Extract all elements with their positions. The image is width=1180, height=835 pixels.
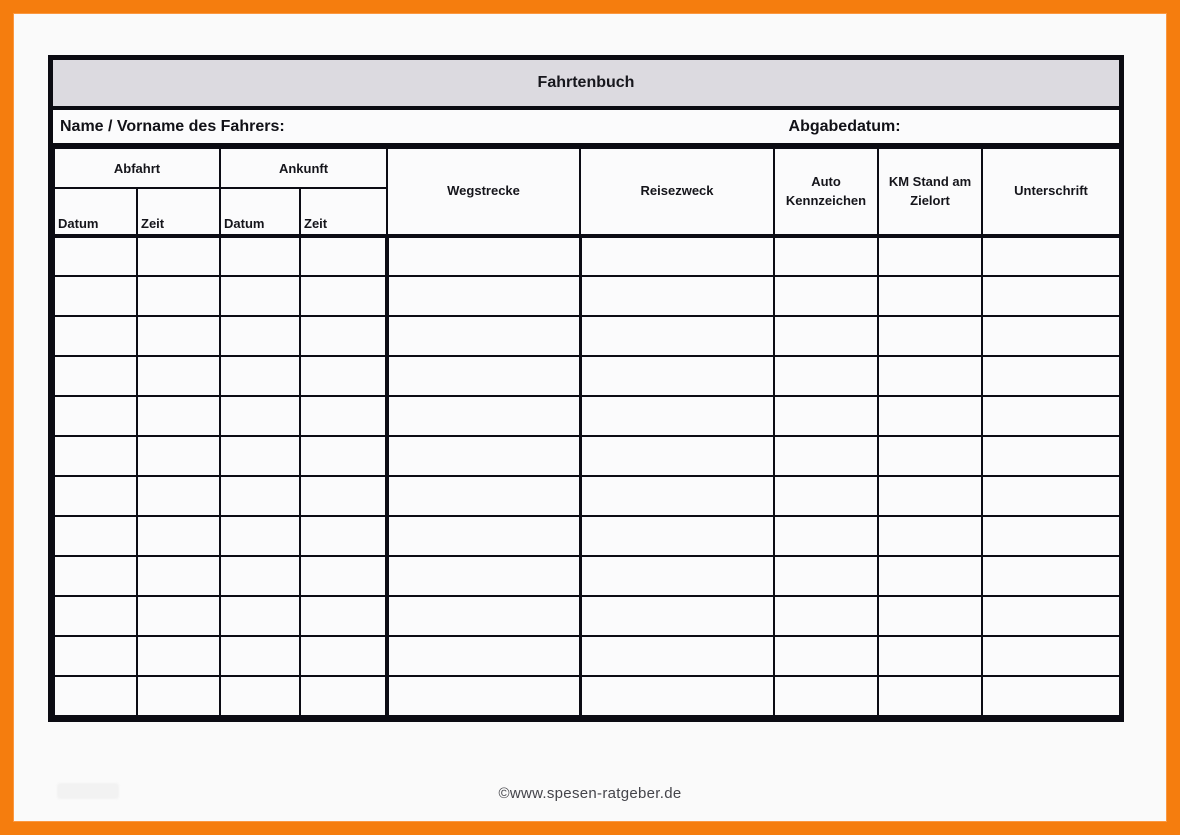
empty-cell	[774, 556, 878, 596]
empty-cell	[54, 276, 137, 316]
column-header-ankunft-zeit: Zeit	[300, 188, 387, 236]
empty-cell	[774, 516, 878, 556]
empty-cell	[580, 676, 774, 716]
empty-cell	[982, 596, 1120, 636]
empty-cell	[774, 676, 878, 716]
empty-cell	[982, 476, 1120, 516]
empty-cell	[387, 636, 580, 676]
empty-cell	[580, 276, 774, 316]
empty-cell	[54, 356, 137, 396]
empty-cell	[878, 396, 982, 436]
empty-cell	[54, 236, 137, 276]
empty-cell	[54, 316, 137, 356]
empty-cell	[137, 236, 220, 276]
empty-cell	[300, 636, 387, 676]
empty-cell	[300, 556, 387, 596]
empty-cell	[580, 436, 774, 476]
empty-cell	[300, 596, 387, 636]
empty-cell	[137, 436, 220, 476]
footer-credit: ©www.spesen-ratgeber.de	[498, 785, 682, 802]
empty-cell	[137, 516, 220, 556]
empty-cell	[982, 396, 1120, 436]
empty-cell	[220, 276, 300, 316]
empty-cell	[580, 236, 774, 276]
column-header-abfahrt-datum: Datum	[54, 188, 137, 236]
empty-cell	[878, 556, 982, 596]
empty-cell	[878, 596, 982, 636]
empty-cell	[137, 596, 220, 636]
empty-cell	[300, 516, 387, 556]
empty-cell	[54, 516, 137, 556]
empty-cell	[387, 236, 580, 276]
table-row	[54, 396, 1120, 436]
column-header-auto-kennzeichen: Auto Kennzeichen	[774, 148, 878, 236]
empty-cell	[137, 476, 220, 516]
empty-cell	[580, 596, 774, 636]
empty-cell	[137, 396, 220, 436]
table-row	[54, 356, 1120, 396]
empty-cell	[387, 596, 580, 636]
empty-cell	[878, 476, 982, 516]
empty-cell	[300, 356, 387, 396]
column-group-ankunft: Ankunft	[220, 148, 387, 188]
column-header-unterschrift: Unterschrift	[982, 148, 1120, 236]
column-header-wegstrecke: Wegstrecke	[387, 148, 580, 236]
empty-cell	[387, 316, 580, 356]
table-row	[54, 676, 1120, 716]
column-header-reisezweck: Reisezweck	[580, 148, 774, 236]
empty-cell	[300, 276, 387, 316]
empty-cell	[878, 236, 982, 276]
empty-cell	[387, 276, 580, 316]
empty-cell	[774, 316, 878, 356]
empty-cell	[878, 636, 982, 676]
empty-cell	[580, 316, 774, 356]
empty-cell	[137, 356, 220, 396]
empty-cell	[982, 236, 1120, 276]
page-title: Fahrtenbuch	[537, 74, 635, 91]
empty-cell	[774, 476, 878, 516]
empty-cell	[54, 596, 137, 636]
empty-cell	[387, 356, 580, 396]
empty-cell	[54, 436, 137, 476]
empty-cell	[137, 676, 220, 716]
empty-cell	[580, 516, 774, 556]
empty-cell	[774, 236, 878, 276]
empty-cell	[774, 596, 878, 636]
empty-cell	[982, 676, 1120, 716]
logbook-table	[53, 147, 1121, 717]
empty-cell	[982, 516, 1120, 556]
column-group-abfahrt: Abfahrt	[54, 148, 220, 188]
table-row	[54, 276, 1120, 316]
empty-cell	[982, 556, 1120, 596]
table-row	[54, 316, 1120, 356]
empty-cell	[300, 436, 387, 476]
empty-cell	[137, 276, 220, 316]
empty-cell	[774, 436, 878, 476]
empty-cell	[878, 516, 982, 556]
empty-cell	[300, 676, 387, 716]
column-header-abfahrt-zeit: Zeit	[137, 188, 220, 236]
empty-cell	[982, 636, 1120, 676]
empty-cell	[220, 596, 300, 636]
empty-cell	[580, 636, 774, 676]
empty-cell	[387, 476, 580, 516]
empty-cell	[220, 676, 300, 716]
empty-cell	[220, 516, 300, 556]
table-row	[54, 596, 1120, 636]
empty-cell	[300, 236, 387, 276]
empty-cell	[387, 436, 580, 476]
logbook-body	[54, 236, 1120, 716]
empty-cell	[220, 356, 300, 396]
empty-cell	[580, 396, 774, 436]
table-row	[54, 636, 1120, 676]
empty-cell	[300, 476, 387, 516]
table-row	[54, 516, 1120, 556]
empty-cell	[774, 276, 878, 316]
column-header-ankunft-datum: Datum	[220, 188, 300, 236]
empty-cell	[387, 516, 580, 556]
empty-cell	[982, 276, 1120, 316]
empty-cell	[580, 476, 774, 516]
empty-cell	[878, 436, 982, 476]
empty-cell	[220, 316, 300, 356]
empty-cell	[54, 476, 137, 516]
empty-cell	[878, 356, 982, 396]
title-bar	[53, 60, 1119, 110]
due-date-label: Abgabedatum:	[788, 117, 901, 135]
empty-cell	[387, 396, 580, 436]
empty-cell	[220, 476, 300, 516]
empty-cell	[387, 556, 580, 596]
column-header-km-stand: KM Stand am Zielort	[878, 148, 982, 236]
empty-cell	[137, 316, 220, 356]
empty-cell	[580, 556, 774, 596]
empty-cell	[137, 556, 220, 596]
empty-cell	[220, 236, 300, 276]
empty-cell	[982, 356, 1120, 396]
empty-cell	[878, 316, 982, 356]
empty-cell	[580, 356, 774, 396]
logbook-header	[54, 148, 1120, 236]
empty-cell	[300, 316, 387, 356]
empty-cell	[774, 396, 878, 436]
table-row	[54, 436, 1120, 476]
empty-cell	[54, 676, 137, 716]
empty-cell	[220, 556, 300, 596]
empty-cell	[387, 676, 580, 716]
empty-cell	[54, 636, 137, 676]
empty-cell	[137, 636, 220, 676]
table-row	[54, 236, 1120, 276]
empty-cell	[54, 396, 137, 436]
empty-cell	[220, 396, 300, 436]
empty-cell	[878, 276, 982, 316]
empty-cell	[54, 556, 137, 596]
table-row	[54, 556, 1120, 596]
empty-cell	[878, 676, 982, 716]
header-group-row	[54, 148, 1120, 188]
empty-cell	[774, 636, 878, 676]
empty-cell	[220, 436, 300, 476]
empty-cell	[774, 356, 878, 396]
fahrtenbuch-form	[48, 55, 1124, 722]
empty-cell	[220, 636, 300, 676]
empty-cell	[982, 316, 1120, 356]
driver-name-label: Name / Vorname des Fahrers:	[60, 117, 285, 135]
driver-name-row	[53, 110, 1119, 147]
table-row	[54, 476, 1120, 516]
empty-cell	[982, 436, 1120, 476]
empty-cell	[300, 396, 387, 436]
